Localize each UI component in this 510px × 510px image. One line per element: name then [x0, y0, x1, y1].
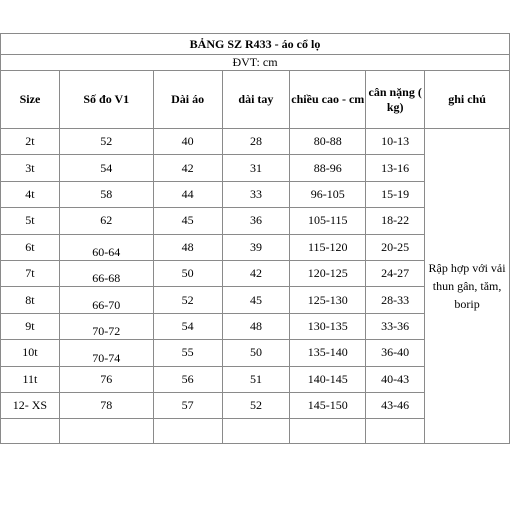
cell-height: 115-120	[290, 234, 366, 260]
empty-cell	[153, 419, 222, 444]
cell-height: 105-115	[290, 208, 366, 234]
cell-chest: 62	[59, 208, 153, 234]
header-weight: cân nặng ( kg)	[366, 71, 425, 129]
cell-height: 125-130	[290, 287, 366, 313]
cell-weight: 13-16	[366, 155, 425, 181]
cell-chest: 60-64	[59, 234, 153, 260]
cell-chest: 70-74	[59, 340, 153, 366]
cell-length: 54	[153, 313, 222, 339]
cell-height: 80-88	[290, 129, 366, 155]
cell-weight: 40-43	[366, 366, 425, 392]
cell-weight: 28-33	[366, 287, 425, 313]
cell-chest: 52	[59, 129, 153, 155]
cell-size: 12- XS	[1, 392, 60, 418]
cell-chest: 66-70	[59, 287, 153, 313]
cell-length: 44	[153, 181, 222, 207]
title-row	[1, 34, 510, 55]
cell-weight: 18-22	[366, 208, 425, 234]
cell-height: 120-125	[290, 260, 366, 286]
empty-cell	[366, 419, 425, 444]
cell-sleeve: 42	[222, 260, 290, 286]
empty-cell	[59, 419, 153, 444]
empty-cell	[1, 419, 60, 444]
cell-sleeve: 45	[222, 287, 290, 313]
table-row	[1, 129, 510, 155]
cell-sleeve: 28	[222, 129, 290, 155]
cell-size: 11t	[1, 366, 60, 392]
note-cell: Rập hợp với vải thun gân, tăm, borip	[425, 129, 510, 444]
cell-sleeve: 50	[222, 340, 290, 366]
cell-length: 50	[153, 260, 222, 286]
cell-sleeve: 33	[222, 181, 290, 207]
cell-length: 45	[153, 208, 222, 234]
cell-weight: 33-36	[366, 313, 425, 339]
cell-weight: 43-46	[366, 392, 425, 418]
cell-length: 57	[153, 392, 222, 418]
cell-chest: 70-72	[59, 313, 153, 339]
cell-length: 55	[153, 340, 222, 366]
cell-sleeve: 36	[222, 208, 290, 234]
cell-sleeve: 52	[222, 392, 290, 418]
cell-height: 145-150	[290, 392, 366, 418]
cell-length: 42	[153, 155, 222, 181]
cell-height: 88-96	[290, 155, 366, 181]
header-sleeve: dài tay	[222, 71, 290, 129]
document-title: BẢNG SZ R433 - áo cổ lọ	[1, 34, 510, 55]
cell-sleeve: 39	[222, 234, 290, 260]
cell-chest: 54	[59, 155, 153, 181]
cell-chest: 58	[59, 181, 153, 207]
cell-length: 48	[153, 234, 222, 260]
empty-cell	[290, 419, 366, 444]
cell-size: 9t	[1, 313, 60, 339]
cell-length: 52	[153, 287, 222, 313]
cell-size: 6t	[1, 234, 60, 260]
cell-weight: 15-19	[366, 181, 425, 207]
cell-height: 130-135	[290, 313, 366, 339]
cell-size: 5t	[1, 208, 60, 234]
cell-size: 8t	[1, 287, 60, 313]
cell-height: 135-140	[290, 340, 366, 366]
cell-height: 140-145	[290, 366, 366, 392]
cell-length: 56	[153, 366, 222, 392]
cell-height: 96-105	[290, 181, 366, 207]
size-chart-table	[0, 33, 510, 444]
cell-size: 4t	[1, 181, 60, 207]
cell-size: 3t	[1, 155, 60, 181]
cell-weight: 24-27	[366, 260, 425, 286]
unit-label: ĐVT: cm	[1, 55, 510, 71]
cell-size: 10t	[1, 340, 60, 366]
empty-cell	[222, 419, 290, 444]
cell-weight: 20-25	[366, 234, 425, 260]
header-length: Dài áo	[153, 71, 222, 129]
cell-size: 2t	[1, 129, 60, 155]
cell-chest: 76	[59, 366, 153, 392]
cell-chest: 66-68	[59, 260, 153, 286]
header-chest: Số đo V1	[59, 71, 153, 129]
unit-row	[1, 55, 510, 71]
header-size: Size	[1, 71, 60, 129]
header-height: chiều cao - cm	[290, 71, 366, 129]
cell-weight: 10-13	[366, 129, 425, 155]
header-note: ghi chú	[425, 71, 510, 129]
cell-sleeve: 31	[222, 155, 290, 181]
cell-sleeve: 51	[222, 366, 290, 392]
cell-chest: 78	[59, 392, 153, 418]
cell-sleeve: 48	[222, 313, 290, 339]
cell-length: 40	[153, 129, 222, 155]
cell-size: 7t	[1, 260, 60, 286]
header-row	[1, 71, 510, 129]
cell-weight: 36-40	[366, 340, 425, 366]
